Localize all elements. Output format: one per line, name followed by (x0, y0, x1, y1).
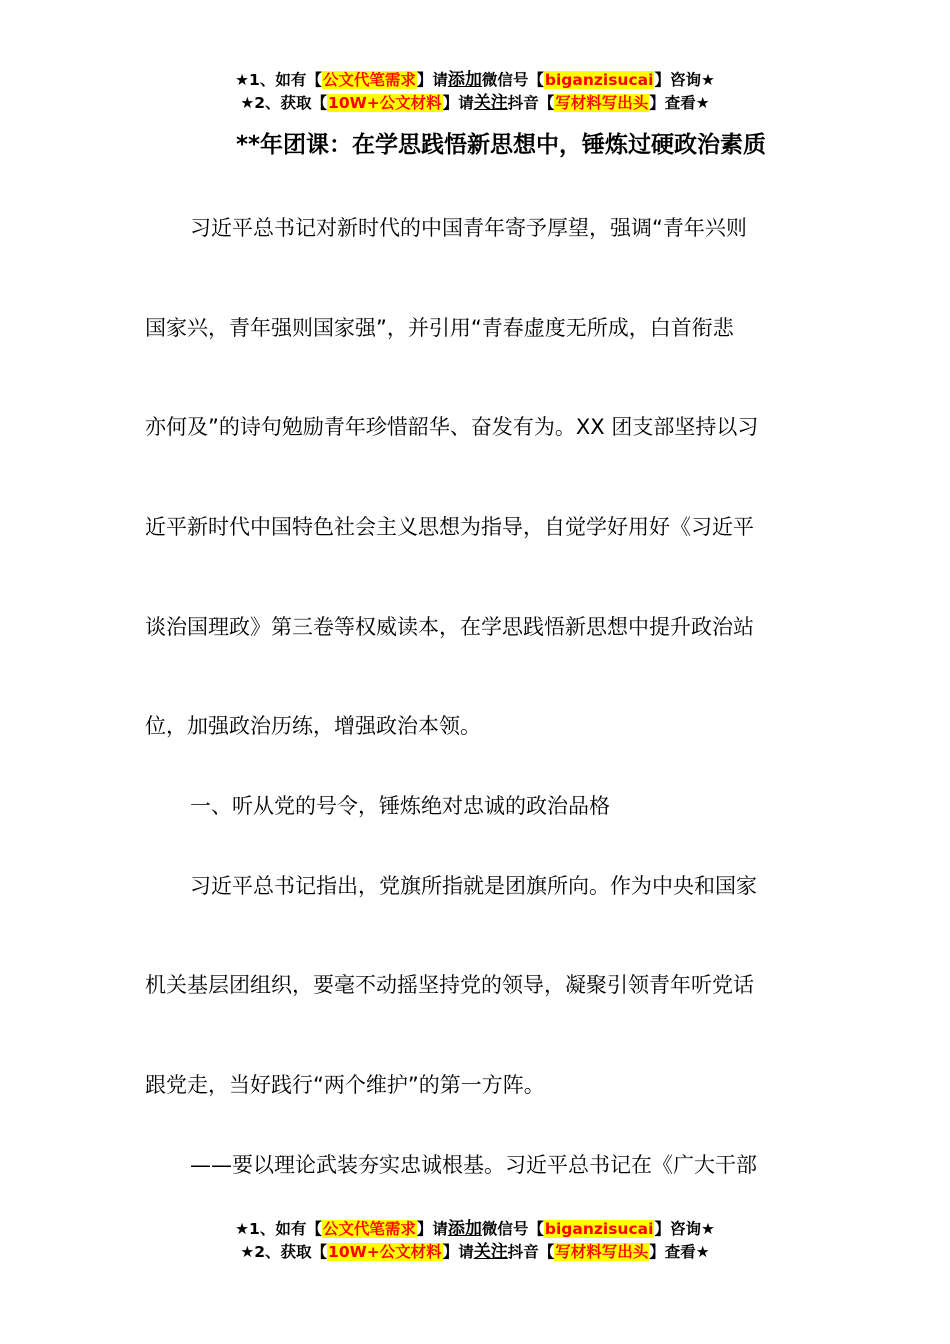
promo-text: ★2、获取【 (240, 1243, 328, 1261)
promo-douyin-name: 写材料写出头 (555, 94, 649, 112)
document-title: **年团课：在学思践悟新思想中，锤炼过硬政治素质 (235, 132, 767, 158)
promo-text: ★2、获取【 (240, 94, 328, 112)
body-line: 国家兴，青年强则国家强”，并引用“青春虚度无所成，白首衔悲 (145, 316, 734, 340)
promo-text: 抖音【 (507, 94, 555, 112)
body-line: 习近平总书记指出，党旗所指就是团旗所向。作为中央和国家 (190, 874, 757, 898)
promo-line-1 (0, 1218, 950, 1241)
promo-wechat-id: biganzisucai (544, 1220, 654, 1238)
promo-text: 】请 (442, 94, 474, 112)
promo-text: 】请 (416, 71, 448, 89)
promo-text: ★1、如有【 (235, 71, 322, 89)
section-heading: 一、听从党的号令，锤炼绝对忠诚的政治品格 (190, 794, 610, 818)
body-line: ——要以理论武装夯实忠诚根基。习近平总书记在《广大干部 (190, 1153, 757, 1177)
footer-promo-banner (0, 1218, 950, 1264)
promo-text: 】咨询★ (654, 1220, 715, 1238)
promo-wechat-id: biganzisucai (544, 71, 654, 89)
promo-douyin-name: 写材料写出头 (555, 1243, 649, 1261)
body-line: 习近平总书记对新时代的中国青年寄予厚望，强调“青年兴则 (190, 216, 747, 240)
body-line: 位，加强政治历练，增强政治本领。 (145, 714, 481, 738)
body-line: 跟党走，当好践行“两个维护”的第一方阵。 (145, 1073, 545, 1097)
promo-text: 抖音【 (507, 1243, 555, 1261)
promo-text: 】查看★ (649, 1243, 710, 1261)
body-line: 机关基层团组织，要毫不动摇坚持党的领导，凝聚引领青年听党话 (145, 973, 754, 997)
promo-text: 】请 (442, 1243, 474, 1261)
promo-highlight: 公文代笔需求 (322, 1220, 416, 1238)
promo-text: 微信号【 (481, 71, 544, 89)
promo-text: 】咨询★ (654, 71, 715, 89)
header-promo-banner (0, 69, 950, 115)
promo-emphasis: 关注 (473, 93, 508, 113)
promo-emphasis: 关注 (473, 1242, 508, 1262)
promo-highlight: 10W+公文材料 (328, 94, 442, 112)
promo-text: ★1、如有【 (235, 1220, 322, 1238)
promo-highlight: 10W+公文材料 (328, 1243, 442, 1261)
promo-highlight: 公文代笔需求 (322, 71, 416, 89)
body-line: 近平新时代中国特色社会主义思想为指导，自觉学好用好《习近平 (145, 515, 754, 539)
body-line: 亦何及”的诗句勉励青年珍惜韶华、奋发有为。XX 团支部坚持以习 (145, 415, 759, 439)
promo-text: 】查看★ (649, 94, 710, 112)
promo-emphasis: 添加 (447, 1219, 482, 1239)
promo-line-2 (0, 1241, 950, 1264)
promo-text: 】请 (416, 1220, 448, 1238)
promo-emphasis: 添加 (447, 70, 482, 90)
promo-text: 微信号【 (481, 1220, 544, 1238)
promo-line-2 (0, 92, 950, 115)
promo-line-1 (0, 69, 950, 92)
body-line: 谈治国理政》第三卷等权威读本，在学思践悟新思想中提升政治站 (145, 615, 754, 639)
